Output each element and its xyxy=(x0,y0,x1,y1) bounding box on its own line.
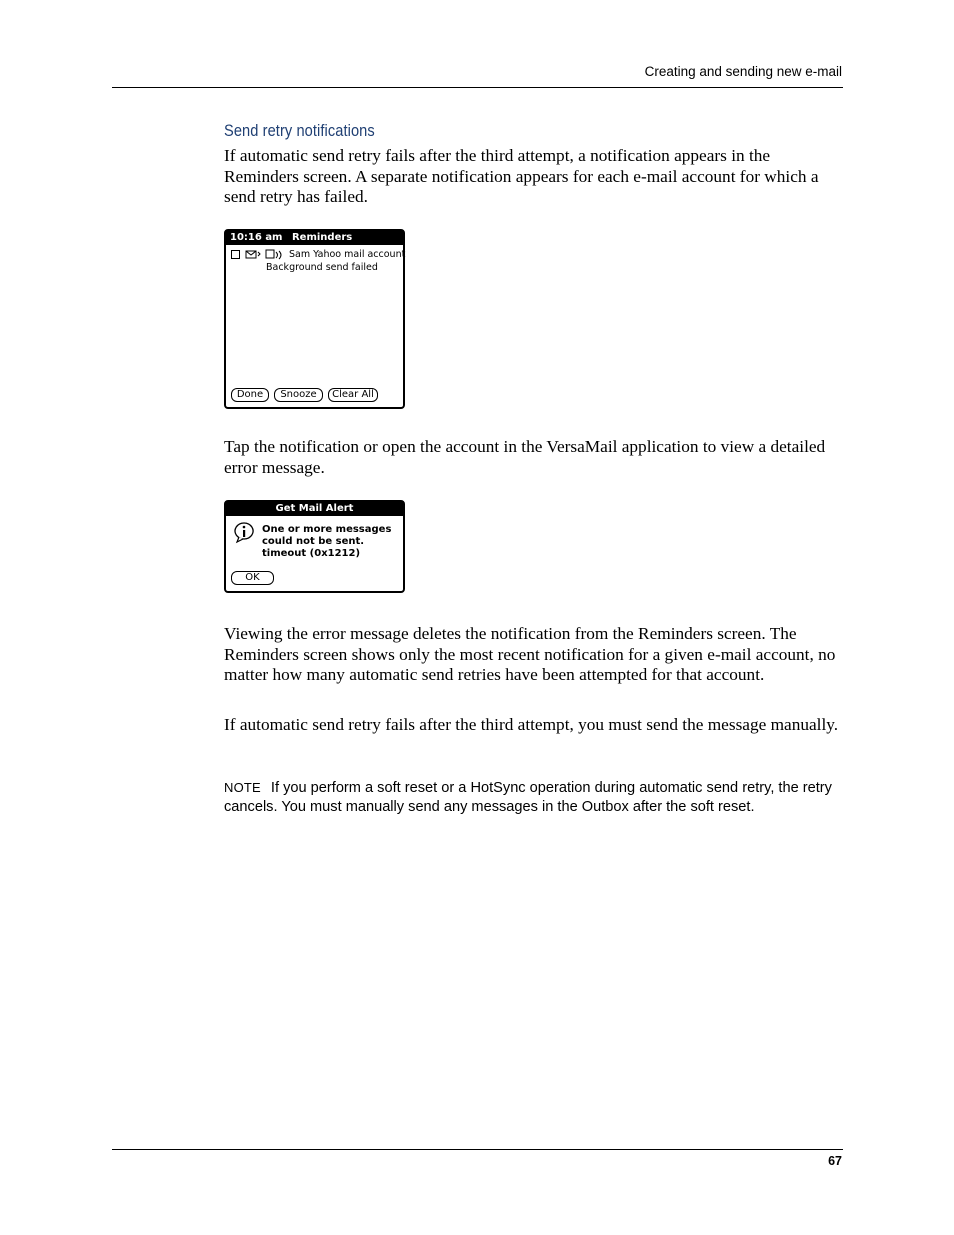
reminders-screenshot xyxy=(224,229,405,409)
reminders-title: Reminders xyxy=(291,232,353,243)
paragraph-1: If automatic send retry fails after the third attempt, a notification appears in the Reminders screen. A separate notification appears for each e-mail account for which a send retry has failed. xyxy=(224,146,819,206)
ok-button[interactable]: OK xyxy=(231,571,274,585)
alert-title-bar xyxy=(226,502,403,516)
header-rule xyxy=(112,87,843,88)
snooze-button[interactable]: Snooze xyxy=(274,388,323,402)
alert-screenshot xyxy=(224,500,405,593)
note xyxy=(224,778,844,817)
footer-rule xyxy=(112,1149,843,1150)
clear-all-button[interactable]: Clear All xyxy=(328,388,378,402)
alert-message-line-2: could not be sent. xyxy=(262,536,365,547)
note-label: NOTE xyxy=(224,780,261,795)
alert-title: Get Mail Alert xyxy=(275,503,354,514)
reminder-checkbox[interactable] xyxy=(231,250,240,259)
paragraph-2: Tap the notification or open the account in the VersaMail application to view a detailed error message. xyxy=(224,437,826,477)
alert-message-line-1: One or more messages xyxy=(262,524,392,535)
paragraph-3: Viewing the error message deletes the notification from the Reminders screen. The Reminders screen shows only the most recent notification for a given e-mail account, no matter how many automatic send retries have been attempted for that account. xyxy=(224,624,836,684)
done-button[interactable]: Done xyxy=(231,388,269,402)
reminders-title-bar xyxy=(226,231,403,245)
alert-message-line-3: timeout (0x1212) xyxy=(262,548,361,559)
info-icon xyxy=(234,522,254,544)
note-text: If you perform a soft reset or a HotSync operation during automatic send retry, the retry cancels. You must manually send any messages in the Outbox after the soft reset. xyxy=(224,780,832,815)
reminder-account[interactable]: Sam Yahoo mail account xyxy=(289,249,406,260)
reminders-time: 10:16 am xyxy=(230,232,283,243)
section-title: Send retry notifications xyxy=(224,121,375,140)
page-number: 67 xyxy=(828,1154,842,1168)
mail-icon xyxy=(245,249,285,261)
reminder-status[interactable]: Background send failed xyxy=(266,262,378,273)
paragraph-4: If automatic send retry fails after the third attempt, you must send the message manually. xyxy=(224,715,839,734)
running-header: Creating and sending new e-mail xyxy=(644,64,842,79)
